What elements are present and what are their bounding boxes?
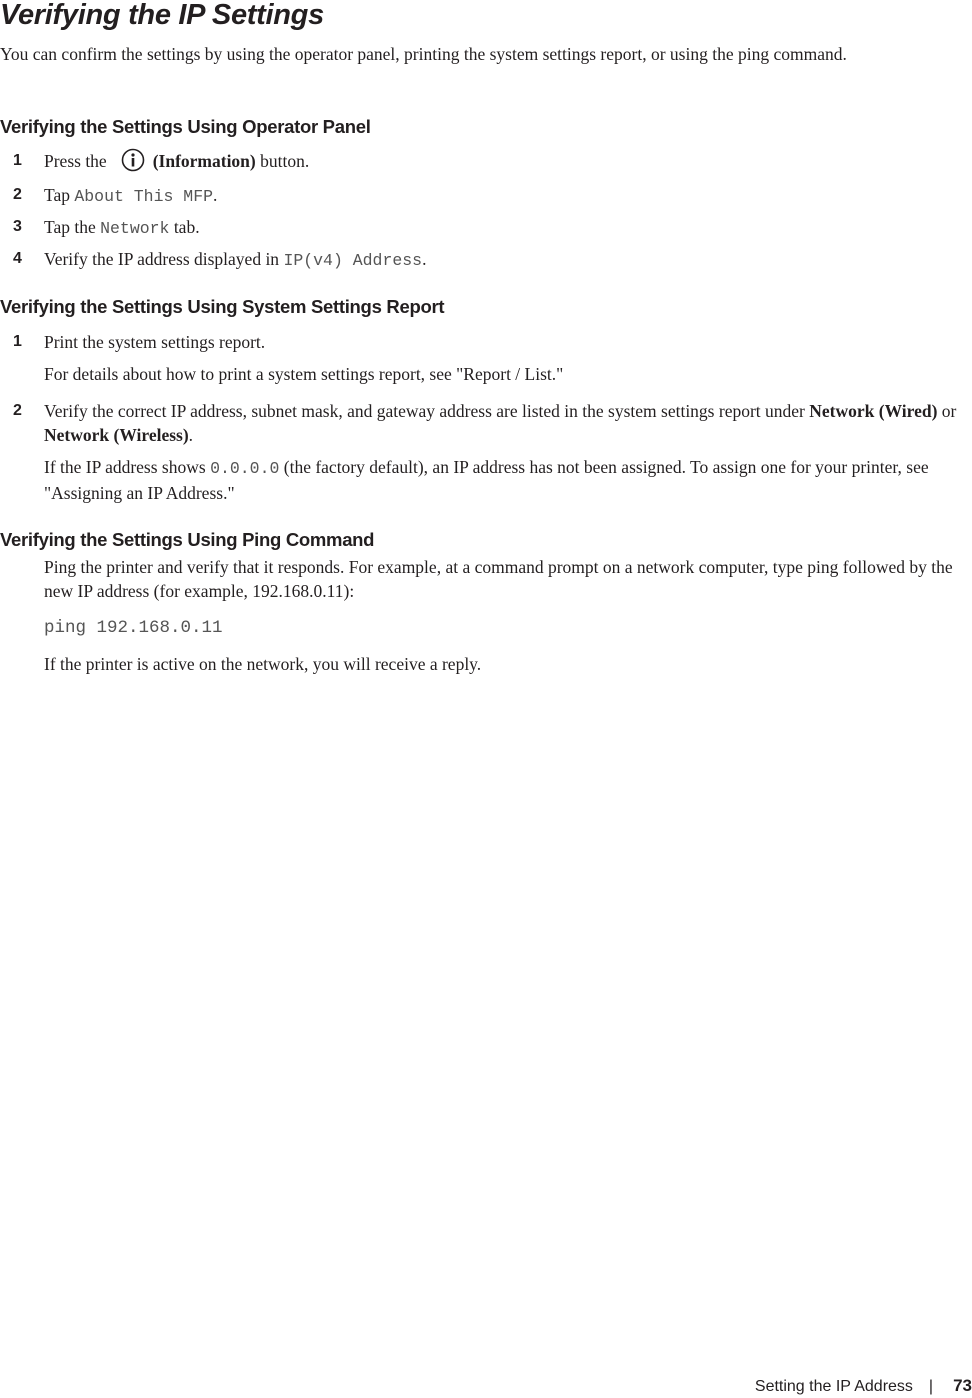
report-details-paragraph: For details about how to print a system settings report, see "Report / List." [44, 364, 564, 384]
step-text-post: . [422, 249, 427, 269]
step-number: 2 [13, 186, 22, 203]
operator-panel-heading: Verifying the Settings Using Operator Panel [0, 116, 371, 137]
step-text-pre: Verify the IP address displayed in [44, 249, 284, 269]
step-number: 3 [13, 218, 22, 235]
step-text-post: tab. [169, 217, 200, 237]
step-text [44, 399, 972, 447]
information-button-label: (Information) [152, 151, 256, 171]
ip-v4-address-code: IP(v4) Address [283, 251, 423, 270]
step-text [44, 183, 972, 209]
page-footer [755, 1375, 972, 1397]
step-text-pre: Tap [44, 185, 75, 205]
info-icon [121, 148, 145, 172]
footer-section-title: Setting the IP Address [754, 1378, 913, 1395]
step-text-post: . [213, 185, 218, 205]
note-post: (the factory default), an IP address has not been assigned. To assign one for your printer, see "Assigning an IP Address." [44, 457, 929, 503]
step-number: 4 [13, 250, 22, 267]
intro-paragraph: You can confirm the settings by using the operator panel, printing the system settings report, or using the ping command. [0, 44, 847, 64]
step-text-pre: Tap the [44, 217, 101, 237]
network-wired-label: Network (Wired) [809, 401, 938, 421]
step-number: 1 [13, 333, 22, 350]
footer-separator: | [928, 1378, 934, 1395]
step-text [44, 149, 972, 173]
step-text-pre: Press the [44, 151, 107, 171]
step-text: Print the system settings report. [44, 332, 266, 352]
page-title: Verifying the IP Settings [0, 0, 324, 31]
network-tab-code: Network [100, 219, 170, 238]
step-text-post: . [188, 425, 194, 445]
system-report-heading: Verifying the Settings Using System Settings Report [0, 296, 445, 317]
step-text [44, 215, 972, 241]
step-text-post: button. [255, 151, 310, 171]
ping-reply-paragraph: If the printer is active on the network, you will receive a reply. [44, 654, 482, 674]
factory-default-ip-code: 0.0.0.0 [210, 459, 280, 478]
step-text-mid: or [937, 401, 957, 421]
ping-command-heading: Verifying the Settings Using Ping Command [0, 529, 375, 550]
step-text-pre: Verify the correct IP address, subnet mask, and gateway address are listed in the system settings report under [44, 401, 810, 421]
network-wireless-label: Network (Wireless) [44, 425, 189, 445]
ip-not-assigned-note [44, 455, 970, 505]
page-number: 73 [953, 1376, 972, 1395]
step-text [44, 247, 972, 273]
ping-instructions-paragraph: Ping the printer and verify that it responds. For example, at a command prompt on a network computer, type ping followed by the new IP address (for example, 192.168.0.11): [44, 557, 953, 601]
step-number: 1 [13, 152, 22, 169]
about-this-mfp-code: About This MFP [74, 187, 213, 206]
note-pre: If the IP address shows [44, 457, 211, 477]
step-number: 2 [13, 402, 22, 419]
ping-command-code: ping 192.168.0.11 [44, 618, 223, 638]
